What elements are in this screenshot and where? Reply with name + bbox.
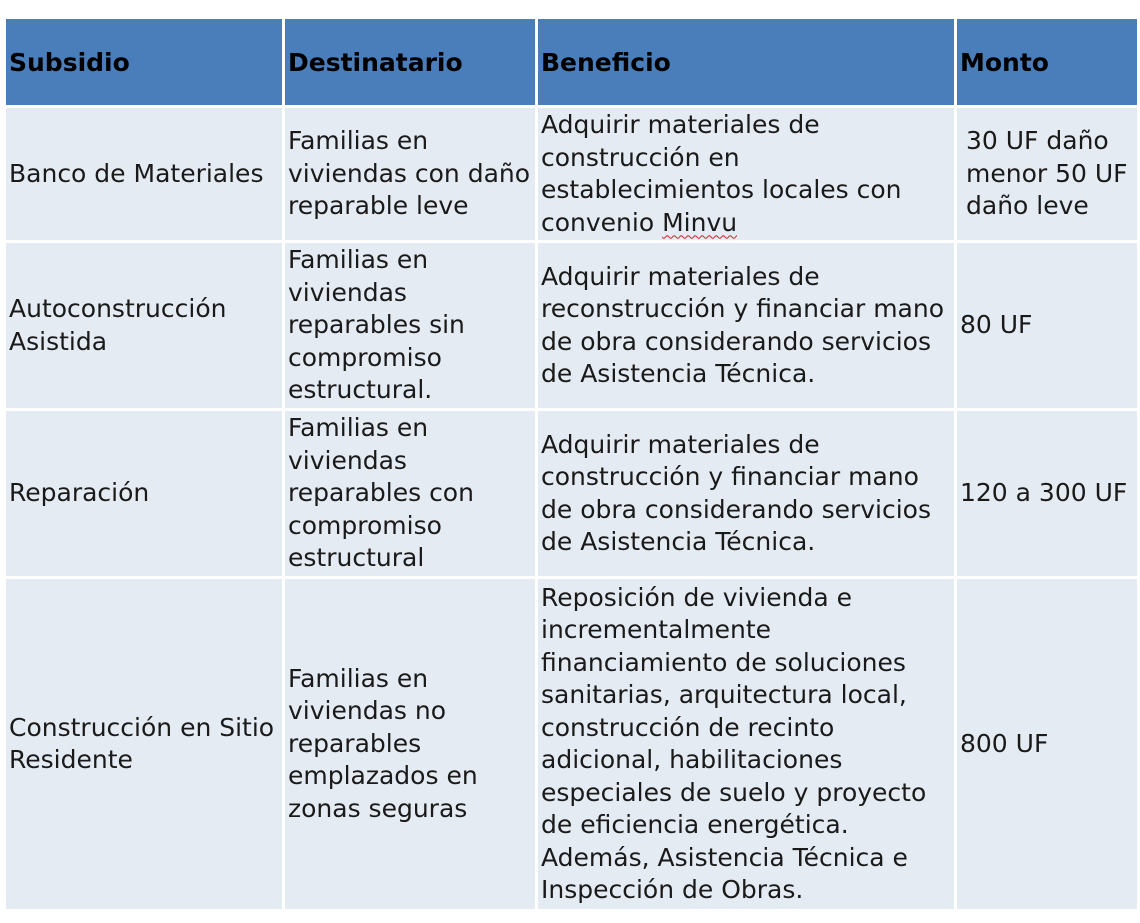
cell-monto: 80 UF <box>957 243 1137 408</box>
header-destinatario: Destinatario <box>285 19 535 105</box>
cell-subsidio: Reparación <box>6 411 282 576</box>
cell-beneficio <box>538 108 954 240</box>
cell-subsidio: Autoconstrucción Asistida <box>6 243 282 408</box>
header-subsidio: Subsidio <box>6 19 282 105</box>
cell-destinatario: Familias en viviendas no reparables emplazados en zonas seguras <box>285 579 535 909</box>
table-header-row <box>6 19 1137 105</box>
cell-destinatario: Familias en viviendas con daño reparable leve <box>285 108 535 240</box>
header-monto: Monto <box>957 19 1137 105</box>
header-beneficio: Beneficio <box>538 19 954 105</box>
cell-beneficio: Adquirir materiales de construcción y financiar mano de obra considerando servicios de Asistencia Técnica. <box>538 411 954 576</box>
cell-destinatario: Familias en viviendas reparables con compromiso estructural <box>285 411 535 576</box>
subsidy-table-container <box>3 16 1137 912</box>
table-row <box>6 411 1137 576</box>
beneficio-text: Adquirir materiales de construcción en establecimientos locales con convenio <box>541 110 902 237</box>
subsidy-table <box>3 16 1140 912</box>
cell-beneficio: Reposición de vivienda e incrementalmente financiamiento de soluciones sanitarias, arquitectura local, construcción de recinto adicional, habilitaciones especiales de suelo y proyecto de eficiencia energética. Además, Asistencia Técnica e Inspección de Obras. <box>538 579 954 909</box>
table-row <box>6 108 1137 240</box>
cell-beneficio: Adquirir materiales de reconstrucción y financiar mano de obra considerando servicios de Asistencia Técnica. <box>538 243 954 408</box>
cell-subsidio: Construcción en Sitio Residente <box>6 579 282 909</box>
cell-monto: 30 UF daño menor 50 UF daño leve <box>957 108 1137 240</box>
table-row <box>6 243 1137 408</box>
cell-destinatario: Familias en viviendas reparables sin compromiso estructural. <box>285 243 535 408</box>
cell-monto: 800 UF <box>957 579 1137 909</box>
table-row <box>6 579 1137 909</box>
spellcheck-flagged-word: Minvu <box>662 207 738 237</box>
cell-subsidio: Banco de Materiales <box>6 108 282 240</box>
cell-monto: 120 a 300 UF <box>957 411 1137 576</box>
